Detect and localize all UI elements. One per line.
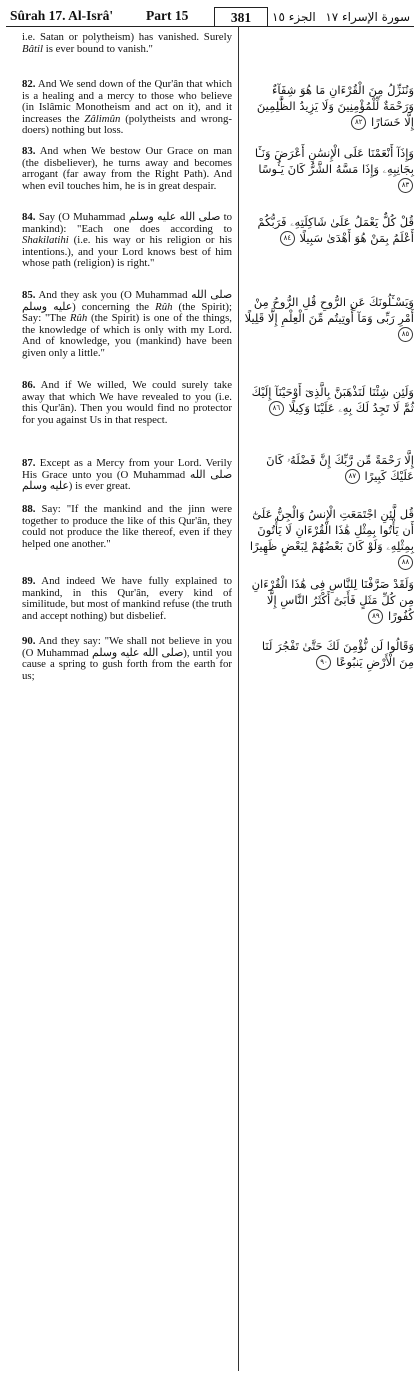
juz-label-arabic: الجزء ١٥	[272, 10, 316, 24]
verse-text: Say (O Muhammad صلى الله عليه وسلم to mankind): "Each one does according to	[22, 211, 232, 235]
verse-text: (the Spirit) is one of the things, the knowledge of which is only with my Lord. And of knowledge, you (mankind) have been given only a little."	[22, 312, 232, 359]
italic-term: Shakilatihi	[22, 234, 69, 247]
verse-translation	[22, 79, 232, 137]
intro-paragraph	[22, 32, 232, 55]
verse-text: Except as a Mercy from your Lord. Verily His Grace unto you (O Muhammad صلى الله عليه وسلم) is ever great.	[22, 457, 232, 493]
ayah-number-marker: ٨٦	[269, 401, 284, 416]
ayah-number-marker: ٩٠	[316, 655, 331, 670]
verse-text: And if We willed, We could surely take away that which We have revealed to you (i.e. this Qur'ân). Then you would find no protector for you against Us in that respect.	[22, 379, 232, 426]
arabic-verse-text: وَيَسْـَٔلُونَكَ عَنِ الرُّوحِ قُلِ الرُّوحُ مِنْ أَمْرِ رَبِّى وَمَآ أُوتِيتُم مِّنَ الْعِلْمِ إِلَّا قَلِيلًا	[244, 295, 414, 325]
arabic-verse-text: وَإِذَآ أَنْعَمْنَا عَلَى الْإِنسَٰنِ أَعْرَضَ وَنَـَٔا بِجَانِبِهِۦ وَإِذَا مَسَّهُ الشَّرُّ كَانَ يَـُٔوسًا	[254, 146, 414, 176]
surah-title-arabic: سورة الإسراء ١٧	[325, 10, 410, 24]
verse-text: (polytheists and wrong-doers) nothing but loss.	[22, 112, 232, 137]
verse-text: And they say: "We shall not believe in you (O Muhammad صلى الله عليه وسلم), until you cause a spring to gush forth from the earth for us;	[22, 635, 233, 682]
verse-text: And they ask you (O Muhammad صلى الله عليه وسلم) concerning the	[22, 289, 233, 313]
part-label: Part 15	[146, 8, 189, 23]
verse-number: 86.	[22, 379, 36, 391]
verse-text: (the Spirit); Say: "The	[22, 300, 232, 325]
verse-number: 84.	[22, 211, 36, 223]
column-divider	[238, 26, 239, 1371]
arabic-verse	[244, 294, 414, 342]
verse-text: And We send down of the Qur'ân that which is a healing and a mercy to those who believe (in Islâmic Monotheism and act on it), and it increases the	[22, 78, 232, 125]
verse-number: 82.	[22, 78, 36, 90]
arabic-verse-text: إِلَّا رَحْمَةً مِّن رَّبِّكَ إِنَّ فَضْلَهُۥ كَانَ عَلَيْكَ كَبِيرًا	[266, 453, 414, 483]
arabic-verse-text: وَلَئِن شِئْنَا لَنَذْهَبَنَّ بِالَّذِىٓ أَوْحَيْنَآ إِلَيْكَ ثُمَّ لَا تَجِدُ لَكَ بِهِۦ عَلَيْنَا وَكِيلًا	[251, 385, 414, 415]
verse-text: (i.e. his way or his religion or his intentions.), and your Lord knows best of him whose path (religion) is right."	[22, 234, 232, 270]
arabic-verse-text: قُلْ كُلٌّ يَعْمَلُ عَلَىٰ شَاكِلَتِهِۦ فَرَبُّكُمْ أَعْلَمُ بِمَنْ هُوَ أَهْدَىٰ سَبِيلًا	[257, 215, 414, 245]
intro-italic: Bâtil	[22, 42, 43, 55]
page-number: 381	[214, 7, 268, 27]
italic-term: Zâlimûn	[84, 112, 121, 125]
verse-translation	[22, 380, 232, 426]
verse-translation	[22, 290, 232, 360]
surah-title: Sûrah 17. Al-Isrâ'	[10, 8, 114, 23]
ayah-number-marker: ٨٤	[280, 231, 295, 246]
arabic-verse	[244, 214, 414, 246]
verse-number: 90.	[22, 635, 36, 647]
arabic-verse-text: وَنُنَزِّلُ مِنَ الْقُرْءَانِ مَا هُوَ شِفَآءٌ وَرَحْمَةٌ لِّلْمُؤْمِنِينَ وَلَا يَزِيدُ الظَّٰلِمِينَ إِلَّا خَسَارًا	[256, 83, 414, 129]
verse-number: 89.	[22, 575, 36, 587]
ayah-number-marker: ٨٢	[351, 115, 366, 130]
verse-text: And when We bestow Our Grace on man (the disbeliever), he turns away and becomes arrogant (far away from the Right Path). And when evil touches him, he is in great despair.	[22, 145, 232, 192]
verse-number: 87.	[22, 457, 36, 469]
arabic-verse-text: وَلَقَدْ صَرَّفْنَا لِلنَّاسِ فِى هَٰذَا الْقُرْءَانِ مِن كُلِّ مَثَلٍ فَأَبَىٰٓ أَكْثَرُ النَّاسِ إِلَّا كُفُورًا	[251, 577, 414, 623]
intro-text-end: is ever bound to vanish."	[43, 42, 153, 55]
arabic-verse	[244, 638, 414, 670]
verse-translation	[22, 504, 232, 550]
arabic-verse-text: قُل لَّئِنِ اجْتَمَعَتِ الْإِنسُ وَالْجِنُّ عَلَىٰٓ أَن يَأْتُوا بِمِثْلِ هَٰذَا الْقُرْءَانِ لَا يَأْتُونَ بِمِثْلِهِۦ وَلَوْ كَانَ بَعْضُهُمْ لِبَعْضٍ ظَهِيرًا	[249, 507, 414, 553]
intro-text: i.e. Satan or polytheism) has vanished. Surely	[22, 31, 232, 43]
verse-text: Say: "If the mankind and the jinn were together to produce the like of this Qur'ân, they could not produce the like thereof, even if they helped one another."	[22, 503, 232, 550]
ayah-number-marker: ٨٣	[398, 178, 413, 193]
ayah-number-marker: ٨٧	[345, 469, 360, 484]
arabic-verse	[244, 384, 414, 416]
italic-term: Rûh	[155, 300, 173, 313]
ayah-number-marker: ٨٨	[398, 555, 413, 570]
arabic-verse	[244, 82, 414, 130]
verse-translation	[22, 636, 232, 682]
verse-translation	[22, 146, 232, 192]
verse-text: And indeed We have fully explained to mankind, in this Qur'ân, every kind of similitude, but most of mankind refuse (the truth and accept nothing) but disbelief.	[22, 575, 232, 622]
verse-number: 85.	[22, 289, 36, 301]
verse-number: 88.	[22, 503, 36, 515]
italic-term: Rûh	[69, 312, 88, 325]
verse-translation	[22, 458, 232, 493]
verse-number: 83.	[22, 145, 36, 157]
arabic-verse-text: وَقَالُوا لَن نُّؤْمِنَ لَكَ حَتَّىٰ تَفْجُرَ لَنَا مِنَ الْأَرْضِ يَنبُوعًا	[261, 639, 414, 669]
verse-translation	[22, 576, 232, 622]
arabic-verse	[244, 452, 414, 484]
arabic-verse	[244, 576, 414, 624]
arabic-verse	[244, 145, 414, 193]
ayah-number-marker: ٨٥	[398, 327, 413, 342]
verse-translation	[22, 212, 232, 270]
arabic-verse	[244, 506, 414, 570]
page-header	[6, 6, 414, 27]
ayah-number-marker: ٨٩	[368, 609, 383, 624]
